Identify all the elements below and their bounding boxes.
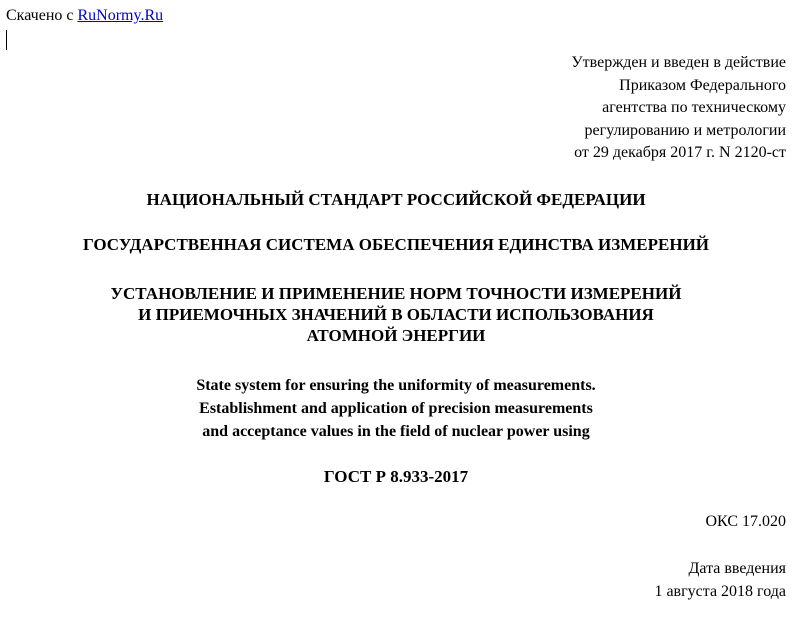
standard-main-title [0,283,792,346]
main-title-line: АТОМНОЙ ЭНЕРГИИ [306,326,486,345]
introduction-date-label: Дата введения [688,560,786,577]
approval-block [426,52,786,165]
approval-line: агентства по техническому [602,99,786,116]
source-prefix: Скачено с [6,7,74,24]
approval-line: от 29 декабря 2017 г. N 2120-ст [574,144,786,161]
runormy-link[interactable]: RuNormy.Ru [77,7,164,24]
main-title-line: И ПРИЕМОЧНЫХ ЗНАЧЕНИЙ В ОБЛАСТИ ИСПОЛЬЗОВАНИЯ [138,305,654,324]
gost-number: ГОСТ Р 8.933-2017 [323,467,469,486]
approval-line: Приказом Федерального [619,76,786,94]
main-title-line: УСТАНОВЛЕНИЕ И ПРИМЕНЕНИЕ НОРМ ТОЧНОСТИ ИЗМЕРЕНИЙ [110,284,682,303]
introduction-date: 1 августа 2018 года [654,583,786,600]
english-title [0,374,792,443]
approval-line: Утвержден и введен в действие [571,54,786,71]
measurement-system-title: ГОСУДАРСТВЕННАЯ СИСТЕМА ОБЕСПЕЧЕНИЯ ЕДИНСТВА ИЗМЕРЕНИЙ [82,235,710,254]
text-cursor [6,30,7,50]
english-title-line: State system for ensuring the uniformity of measurements. [196,377,596,394]
approval-line: регулированию и метрологии [584,121,786,139]
oks-code: ОКС 17.020 [705,513,786,530]
source-line [6,6,163,26]
national-standard-title: НАЦИОНАЛЬНЫЙ СТАНДАРТ РОССИЙСКОЙ ФЕДЕРАЦИИ [146,190,646,209]
english-title-line: Establishment and application of precision measurements [199,400,593,417]
english-title-line: and acceptance values in the field of nuclear power using [202,423,590,440]
